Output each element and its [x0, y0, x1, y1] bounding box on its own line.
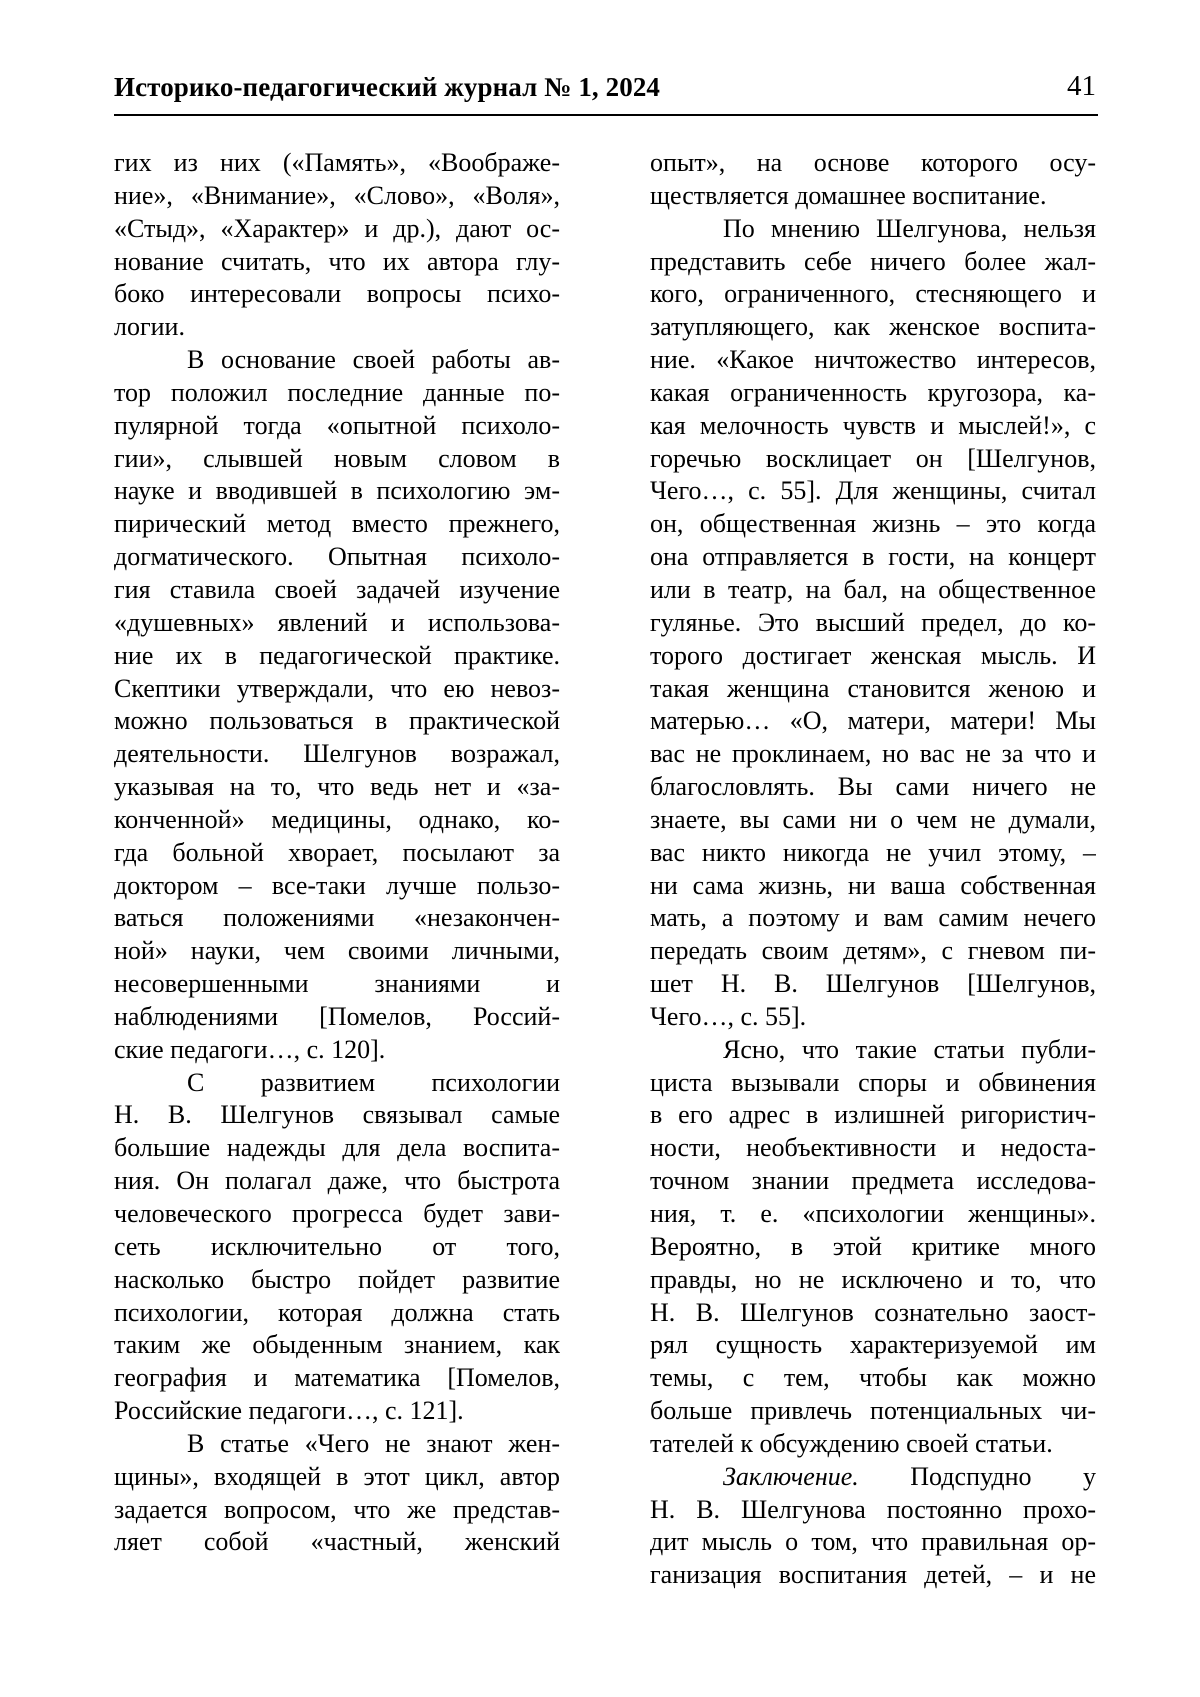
text-line: наблюдениями [Помелов, Россий- — [114, 1001, 560, 1031]
text-line: знаете, вы сами ни о чем не думали, — [650, 804, 1096, 834]
text-line: таким же обыденным знанием, как — [114, 1330, 560, 1360]
text-line: гии», слывшей новым словом в — [114, 443, 560, 473]
text-line: мать, а поэтому и вам самим нечего — [650, 903, 1096, 933]
text-line: задается вопросом, что же представ- — [114, 1494, 560, 1524]
text-line: боко интересовали вопросы психо- — [114, 279, 560, 309]
text-line: Ясно, что такие статьи публи- — [723, 1034, 1096, 1064]
text-line: логии. — [114, 312, 185, 342]
text-line: он, общественная жизнь – это когда — [650, 509, 1096, 539]
text-line: ляет собой «частный, женский — [114, 1527, 560, 1557]
text-line: рял сущность характеризуемой им — [650, 1330, 1096, 1360]
text-line: Н. В. Шелгунова постоянно прохо- — [650, 1494, 1096, 1524]
text-line: ние», «Внимание», «Слово», «Воля», — [114, 180, 560, 210]
text-line: тор положил последние данные по- — [114, 377, 560, 407]
text-line: пирический метод вместо прежнего, — [114, 509, 560, 539]
section-heading-inline: Заключение. — [723, 1461, 859, 1491]
text-line: Вероятно, в этой критике много — [650, 1231, 1096, 1261]
text-line: ние. «Какое ничтожество интересов, — [650, 345, 1096, 375]
text-line: насколько быстро пойдет развитие — [114, 1264, 560, 1294]
text-line: психологии, которая должна стать — [114, 1297, 560, 1327]
page-number: 41 — [1067, 70, 1096, 102]
text-line: она отправляется в гости, на концерт — [650, 542, 1096, 572]
text-line: циста вызывали споры и обвинения — [650, 1067, 1096, 1097]
text-line: какая ограниченность кругозора, ка- — [650, 377, 1096, 407]
text-line: ности, необъективности и недоста- — [650, 1133, 1096, 1163]
text-line: человеческого прогресса будет зави- — [114, 1199, 560, 1228]
text-line: тателей к обсуждению своей статьи. — [650, 1428, 1053, 1458]
text-line: горечью восклицает он [Шелгунов, — [650, 443, 1096, 473]
text-line: большие надежды для дела воспита- — [114, 1133, 560, 1163]
text-line: благословлять. Вы сами ничего не — [650, 772, 1096, 802]
text-line: щины», входящей в этот цикл, автор — [114, 1461, 560, 1491]
text-line: правды, но не исключено и то, что — [650, 1264, 1096, 1294]
text-line: указывая на то, что ведь нет и «за- — [114, 772, 560, 802]
text-line: нование считать, что их автора глу- — [114, 246, 560, 276]
text-line: можно пользоваться в практической — [114, 706, 560, 736]
text-line: Чего…, с. 55]. Для женщины, считал — [650, 476, 1096, 506]
right-text-column — [650, 147, 1096, 1592]
text-line: кого, ограниченного, стесняющего и — [650, 279, 1096, 309]
text-line: ваться положениями «незакончен- — [114, 903, 560, 933]
text-line: дит мысль о том, что правильная ор- — [650, 1527, 1096, 1557]
text-line: гия ставила своей задачей изучение — [114, 574, 560, 604]
text-line: затупляющего, как женское воспита- — [650, 312, 1096, 342]
text-line: или в театр, на бал, на общественное — [650, 574, 1096, 604]
text-line: В основание своей работы ав- — [187, 345, 560, 375]
text-line: ществляется домашнее воспитание. — [650, 180, 1047, 210]
text-line: ганизация воспитания детей, – и не — [650, 1560, 1096, 1590]
text-line: опыт», на основе которого осу- — [650, 148, 1096, 177]
text-line: ния. Он полагал даже, что быстрота — [114, 1166, 560, 1196]
journal-title: Историко-педагогический журнал № 1, 2024 — [114, 72, 661, 102]
text-line: ние их в педагогической практике. — [114, 640, 560, 670]
text-line: кая мелочность чувств и мыслей!», с — [650, 410, 1096, 440]
text-line: торого достигает женская мысль. И — [650, 640, 1096, 670]
text-line: Н. В. Шелгунов сознательно заост- — [650, 1297, 1096, 1327]
text-line: вас не проклинаем, но вас не за что и — [650, 739, 1096, 769]
text-line: матерью… «О, матери, матери! Мы — [650, 706, 1096, 736]
text-line: темы, с тем, чтобы как можно — [650, 1363, 1096, 1393]
text-line: доктором – все-таки лучше пользо- — [114, 870, 560, 900]
text-line-content: Подспудно у — [858, 1461, 1096, 1491]
text-line: ния, т. е. «психологии женщины». — [650, 1199, 1096, 1228]
text-line: По мнению Шелгунова, нельзя — [723, 213, 1096, 243]
text-line — [650, 1461, 1096, 1494]
text-line: ной» науки, чем своими личными, — [114, 936, 560, 966]
text-line: представить себе ничего более жал- — [650, 246, 1096, 276]
text-line: науке и вводившей в психологию эм- — [114, 476, 560, 506]
text-line: точном знании предмета исследова- — [650, 1166, 1096, 1196]
text-line: конченной» медицины, однако, ко- — [114, 804, 560, 834]
text-line: Скептики утверждали, что ею невоз- — [114, 673, 560, 703]
text-line: вас никто никогда не учил этому, – — [650, 837, 1096, 867]
text-line: география и математика [Помелов, — [114, 1363, 560, 1393]
text-line: гда больной хворает, посылают за — [114, 837, 560, 867]
text-line: больше привлечь потенциальных чи- — [650, 1396, 1096, 1426]
text-line: такая женщина становится женою и — [650, 673, 1096, 703]
text-line: пулярной тогда «опытной психоло- — [114, 410, 560, 440]
text-line: деятельности. Шелгунов возражал, — [114, 739, 560, 769]
running-header — [114, 70, 1098, 116]
left-text-column — [114, 147, 560, 1559]
text-line: Н. В. Шелгунов связывал самые — [114, 1100, 560, 1130]
text-line: сеть исключительно от того, — [114, 1231, 560, 1261]
text-line: гих из них («Память», «Воображе- — [114, 148, 560, 177]
text-line: В статье «Чего не знают жен- — [187, 1428, 560, 1458]
text-line: Чего…, с. 55]. — [650, 1001, 807, 1031]
text-line: ни сама жизнь, ни ваша собственная — [650, 870, 1096, 900]
text-line: С развитием психологии — [187, 1067, 560, 1097]
text-line: несовершенными знаниями и — [114, 969, 560, 999]
text-line: Российские педагоги…, с. 121]. — [114, 1396, 464, 1426]
text-line: гулянье. Это высший предел, до ко- — [650, 607, 1096, 637]
text-line: ские педагоги…, с. 120]. — [114, 1034, 386, 1064]
text-line: передать своим детям», с гневом пи- — [650, 936, 1096, 966]
text-line: в его адрес в излишней ригористич- — [650, 1100, 1096, 1130]
text-line: «Стыд», «Характер» и др.), дают ос- — [114, 213, 560, 243]
text-line: шет Н. В. Шелгунов [Шелгунов, — [650, 969, 1096, 999]
text-line: догматического. Опытная психоло- — [114, 542, 560, 572]
text-line: «душевных» явлений и использова- — [114, 607, 560, 637]
